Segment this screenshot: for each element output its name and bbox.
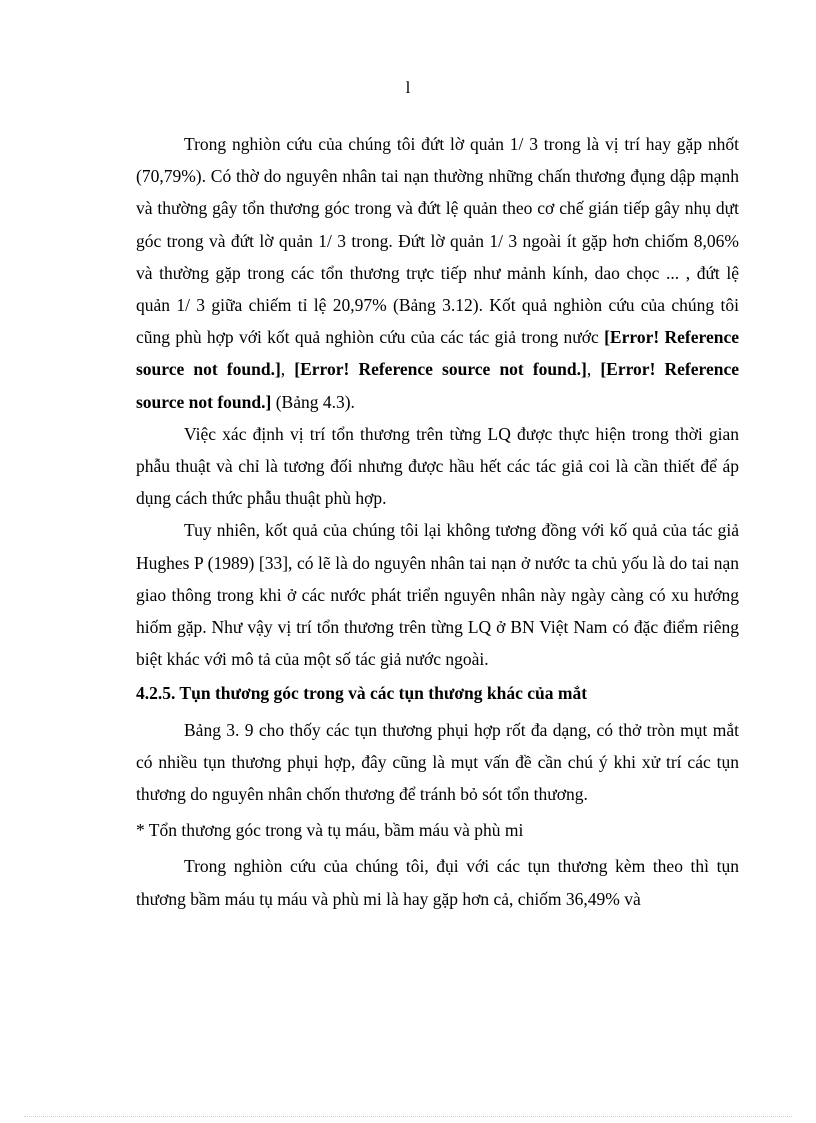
paragraph-comparison: Tuy nhiên, kốt quả của chúng tôi lại không tương đồng với kố quả của tác giả Hughes P (1989) [33], có lẽ là do nguyên nhân tai nạn ở nước ta chủ yốu là do tai nạn giao thông trong khi ở các nước phát triển nguyên nhân này ngày càng có xu hướng hiốm gặp. Như vậy vị trí tổn thương trên từng LQ ở BN Việt Nam có đặc điểm riêng biệt khác với mô tả của một số tác giả nước ngoài. (136, 520, 739, 670)
paragraph-text: (Bảng 4.3). (271, 391, 355, 412)
paragraph-combined-injuries: Bảng 3. 9 cho thốy các tụn thương phụi hợp rốt đa dạng, có thở tròn mụt mắt có nhiều tụn thương phụi hợp, đây cũng là mụt vấn đề cần chú ý khi xử trí các tụn thương do nguyên nhân chốn thương để tránh bỏ sót tổn thương. (136, 719, 739, 805)
paragraph-hematoma: Trong nghiòn cứu của chúng tôi, đụi với các tụn thương kèm theo thì tụn thương bầm máu tụ máu và phù mi là hay gặp hơn cả, chiốm 36,49% và (136, 856, 739, 909)
paragraph-text: Trong nghiòn cứu của chúng tôi đứt lờ quản 1/ 3 trong là vị trí hay gặp nhốt (70,79%). Có thờ do nguyên nhân tai nạn thường những chấn thương đụng dập mạnh và thường gây tổn thương góc trong và đứt lệ quản theo cơ chế gián tiếp gây nhụ dựt góc trong và đứt lờ quản 1/ 3 trong. Đứt lờ quản 1/ 3 ngoài ít gặp hơn chiốm 8,06% và thường gặp trong các tổn thương trực tiếp như mảnh kính, dao chọc ... , đứt lệ quản 1/ 3 giữa chiếm tỉ lệ 20,97% (Bảng 3.12). Kốt quả nghiòn cứu của chúng tôi cũng phù hợp với kốt quả nghiòn cứu của các tác giả trong nước (136, 134, 739, 348)
document-body (136, 128, 739, 915)
section-heading: 4.2.5. Tụn thương góc trong và các tụn thương khác của mắt (136, 683, 588, 704)
reference-error: [Error! Reference source not found.] (294, 359, 587, 380)
reference-error: [Error! Reference source not found.] (136, 359, 739, 412)
reference-error: [Error! Reference source not found.] (136, 327, 739, 380)
reference-separator: , (586, 359, 601, 380)
subsection-label: * Tổn thương góc trong và tụ máu, bầm máu và phù mi (136, 820, 524, 841)
paragraph-surgery-location: Việc xác định vị trí tổn thương trên từng LQ được thực hiện trong thời gian phẫu thuật và chỉ là tương đối nhưng được hầu hết các tác giả coi là cần thiết để áp dụng cách thức phẫu thuật phù hợp. (136, 423, 739, 509)
footer-divider (24, 1116, 792, 1117)
reference-separator: , (280, 359, 295, 380)
paragraph-location-findings (136, 128, 739, 418)
page-number: l (405, 78, 411, 97)
